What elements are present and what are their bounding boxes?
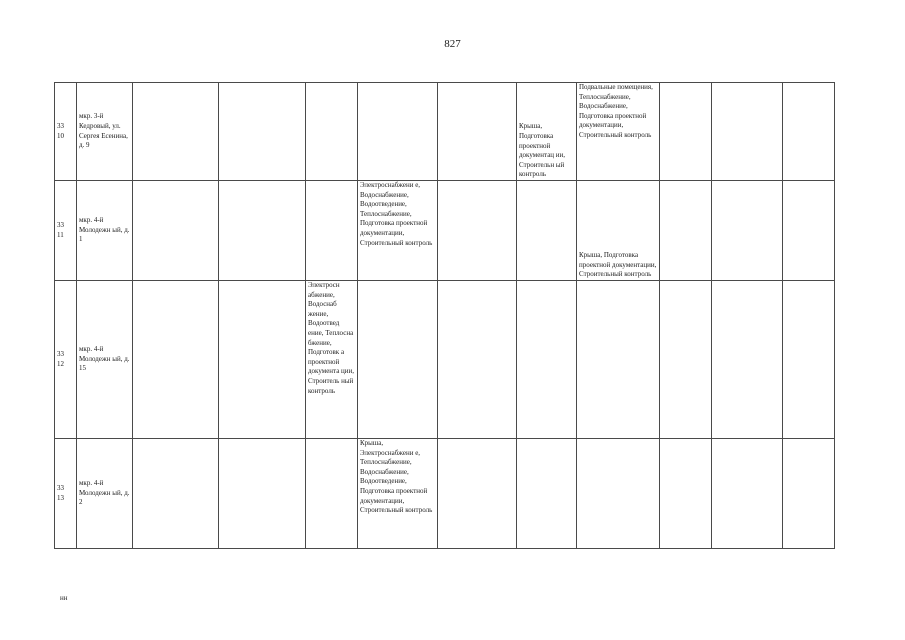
work-type-cell	[133, 181, 219, 281]
work-type-cell	[306, 439, 358, 549]
table-row	[55, 83, 835, 181]
work-type-cell	[577, 439, 660, 549]
row-number-cell: 33 10	[55, 83, 77, 181]
work-type-cell: Электроснабжени е, Водоснабжение, Водоотведение, Теплоснабжение, Подготовка проектной документации, Строительный контроль	[358, 181, 438, 281]
work-type-cell	[438, 83, 517, 181]
work-type-cell	[783, 83, 835, 181]
work-type-cell	[660, 181, 712, 281]
address-cell: мкр. 4-й Молодежн ый, д. 2	[77, 439, 133, 549]
work-type-cell	[712, 439, 783, 549]
work-type-cell	[660, 439, 712, 549]
work-type-cell	[712, 281, 783, 439]
work-type-cell: Крыша, Подготовка проектной документации, Строительный контроль	[577, 181, 660, 281]
work-type-cell	[712, 83, 783, 181]
work-schedule-table	[54, 82, 835, 549]
work-type-cell	[712, 181, 783, 281]
work-type-cell	[358, 83, 438, 181]
work-type-cell	[517, 181, 577, 281]
work-type-cell	[219, 281, 306, 439]
work-type-cell	[219, 181, 306, 281]
work-type-cell	[577, 281, 660, 439]
table-row	[55, 439, 835, 549]
work-type-cell	[517, 281, 577, 439]
work-type-cell	[306, 181, 358, 281]
row-number-cell: 33 13	[55, 439, 77, 549]
address-cell: мкр. 4-й Молодежн ый, д. 1	[77, 181, 133, 281]
work-type-cell: Подвальные помещения, Теплоснабжение, Водоснабжение, Подготовка проектной документации, Строительный контроль	[577, 83, 660, 181]
work-type-cell	[438, 281, 517, 439]
table-row	[55, 281, 835, 439]
work-type-cell	[438, 439, 517, 549]
row-number-cell: 33 11	[55, 181, 77, 281]
work-type-cell: Электросн абжение, Водоснаб жение, Водоотвед ение, Теплосна бжение, Подготовк а проектной документа ции, Строитель ный контроль	[306, 281, 358, 439]
work-type-cell	[783, 181, 835, 281]
work-type-cell	[660, 281, 712, 439]
address-cell: мкр. 3-й Кедровый, ул. Сергея Есенина, д. 9	[77, 83, 133, 181]
work-type-cell	[306, 83, 358, 181]
footer-mark: нн	[60, 594, 68, 602]
address-cell: мкр. 4-й Молодежн ый, д. 15	[77, 281, 133, 439]
work-type-cell	[517, 439, 577, 549]
work-type-cell	[783, 281, 835, 439]
work-type-cell	[219, 83, 306, 181]
work-type-cell	[358, 281, 438, 439]
work-type-cell	[133, 439, 219, 549]
table-row	[55, 181, 835, 281]
work-type-cell	[219, 439, 306, 549]
work-type-cell	[133, 281, 219, 439]
work-type-cell: Крыша, Электроснабжени е, Теплоснабжение, Водоснабжение, Водоотведение, Подготовка проектной документации, Строительный контроль	[358, 439, 438, 549]
row-number-cell: 33 12	[55, 281, 77, 439]
work-type-cell: Крыша, Подготовка проектной документац ии, Строительн ый контроль	[517, 83, 577, 181]
work-type-cell	[660, 83, 712, 181]
work-type-cell	[133, 83, 219, 181]
work-type-cell	[438, 181, 517, 281]
page-number: 827	[444, 38, 461, 50]
work-type-cell	[783, 439, 835, 549]
